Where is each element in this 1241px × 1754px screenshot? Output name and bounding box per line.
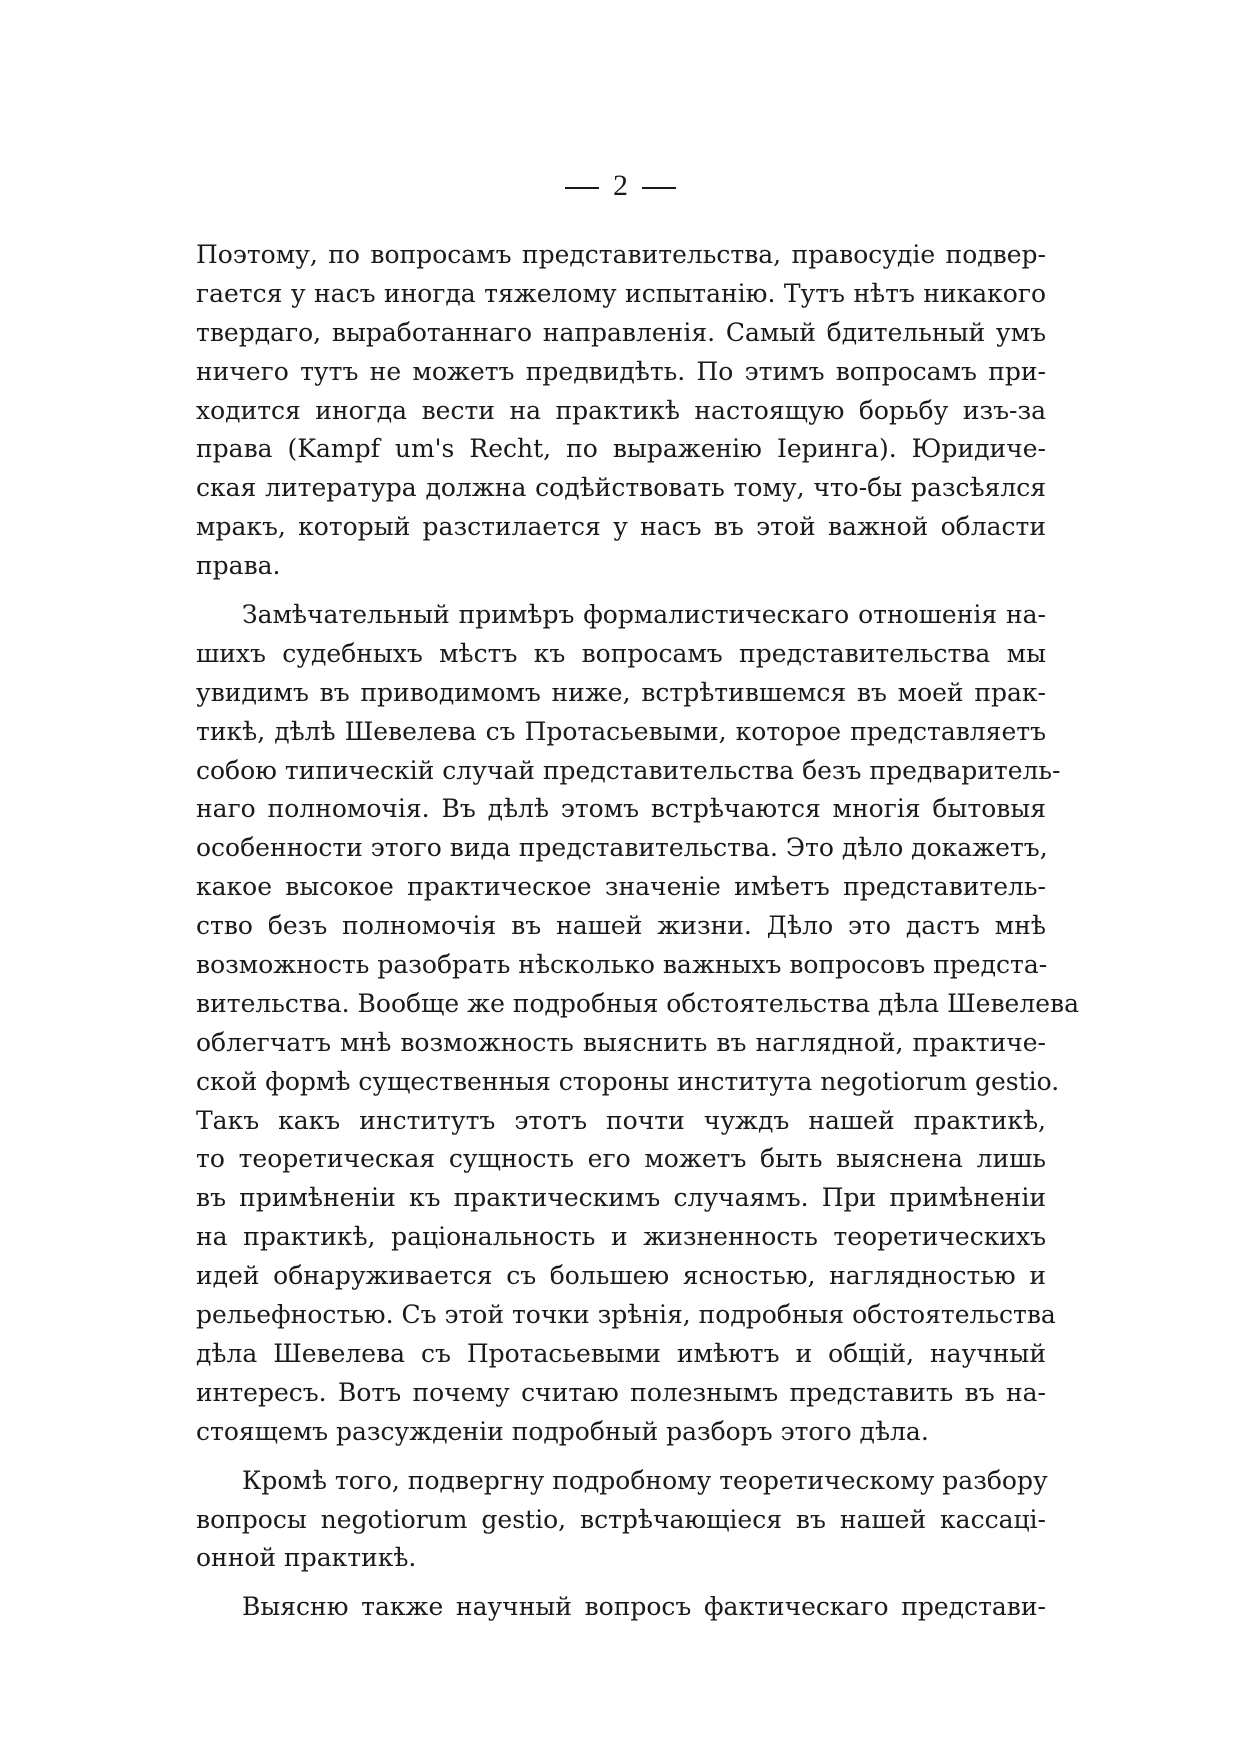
text-line: ской формѣ существенныя стороны института negotiorum gestio. bbox=[196, 1066, 1060, 1096]
text-line: рельефностью. Съ этой точки зрѣнія, подробныя обстоятельства bbox=[196, 1300, 1056, 1330]
paragraph-gap bbox=[196, 1578, 1046, 1588]
paragraph bbox=[196, 236, 1046, 586]
text-line: дѣла Шевелева съ Протасьевыми имѣютъ и общій, научный bbox=[196, 1338, 1046, 1368]
text-line: Замѣчательный примѣръ формалистическаго отношенія на- bbox=[242, 600, 1046, 630]
text-line: какое высокое практическое значеніе имѣетъ представитель- bbox=[196, 872, 1046, 902]
page-header bbox=[0, 166, 1241, 206]
text-line: облегчатъ мнѣ возможность выяснить въ наглядной, практиче- bbox=[196, 1027, 1046, 1057]
text-line: возможность разобрать нѣсколько важныхъ вопросовъ предста- bbox=[196, 950, 1048, 980]
paragraph-gap bbox=[196, 586, 1046, 596]
header-left-dash bbox=[565, 187, 599, 189]
paragraph bbox=[196, 1588, 1046, 1627]
text-line: мракъ, который разстилается у насъ въ этой важной области bbox=[196, 512, 1046, 542]
text-line: онной практикѣ. bbox=[196, 1543, 417, 1573]
text-line: ходится иногда вести на практикѣ настоящую борьбу изъ-за bbox=[196, 395, 1046, 425]
text-line: права (Kampf um's Recht, по выраженію Іеринга). Юридиче- bbox=[196, 434, 1046, 464]
text-line: то теоретическая сущность его можетъ быть выяснена лишь bbox=[196, 1144, 1046, 1174]
text-line: Выясню также научный вопросъ фактическаго представи- bbox=[242, 1592, 1046, 1622]
text-line: стоящемъ разсужденіи подробный разборъ этого дѣла. bbox=[196, 1416, 929, 1446]
text-line: собою типическій случай представительства безъ предваритель- bbox=[196, 755, 1061, 785]
text-line: ская литература должна содѣйствовать тому, что-бы разсѣялся bbox=[196, 473, 1046, 503]
text-line: особенности этого вида представительства. Это дѣло докажетъ, bbox=[196, 833, 1048, 863]
text-line: въ примѣненіи къ практическимъ случаямъ. При примѣненіи bbox=[196, 1183, 1046, 1213]
text-line: гается у насъ иногда тяжелому испытанію. Тутъ нѣтъ никакого bbox=[196, 278, 1046, 308]
text-line: вительства. Вообще же подробныя обстоятельства дѣла Шевелева bbox=[196, 988, 1079, 1018]
body-text bbox=[196, 236, 1079, 1627]
text-line: на практикѣ, раціональность и жизненность теоретическихъ bbox=[196, 1222, 1046, 1252]
page-number: 2 bbox=[613, 169, 628, 202]
text-line: вопросы negotiorum gestio, встрѣчающіеся въ нашей кассаці- bbox=[196, 1504, 1046, 1534]
text-line: Такъ какъ институтъ этотъ почти чуждъ нашей практикѣ, bbox=[196, 1105, 1046, 1135]
text-line: твердаго, выработаннаго направленія. Самый бдительный умъ bbox=[196, 317, 1046, 347]
text-line: права. bbox=[196, 551, 281, 581]
paragraph bbox=[196, 596, 1079, 1452]
text-line: Кромѣ того, подвергну подробному теоретическому разбору bbox=[242, 1465, 1048, 1495]
text-line: ство безъ полномочія въ нашей жизни. Дѣло это дастъ мнѣ bbox=[196, 911, 1046, 941]
paragraph-gap bbox=[196, 1452, 1046, 1462]
text-line: шихъ судебныхъ мѣстъ къ вопросамъ представительства мы bbox=[196, 638, 1046, 668]
text-line: Поэтому, по вопросамъ представительства, правосудіе подвер- bbox=[196, 240, 1046, 269]
text-line: тикѣ, дѣлѣ Шевелева съ Протасьевыми, которое представляетъ bbox=[196, 716, 1046, 746]
text-line: наго полномочія. Въ дѣлѣ этомъ встрѣчаются многія бытовыя bbox=[196, 794, 1046, 824]
paragraph bbox=[196, 1462, 1046, 1579]
text-line: ничего тутъ не можетъ предвидѣть. По этимъ вопросамъ при- bbox=[196, 356, 1046, 386]
text-line: увидимъ въ приводимомъ ниже, встрѣтившемся въ моей прак- bbox=[196, 677, 1046, 707]
text-line: идей обнаруживается съ большею ясностью, наглядностью и bbox=[196, 1261, 1046, 1291]
header-right-dash bbox=[642, 187, 676, 189]
text-line: интересъ. Вотъ почему считаю полезнымъ представить въ на- bbox=[196, 1377, 1046, 1407]
